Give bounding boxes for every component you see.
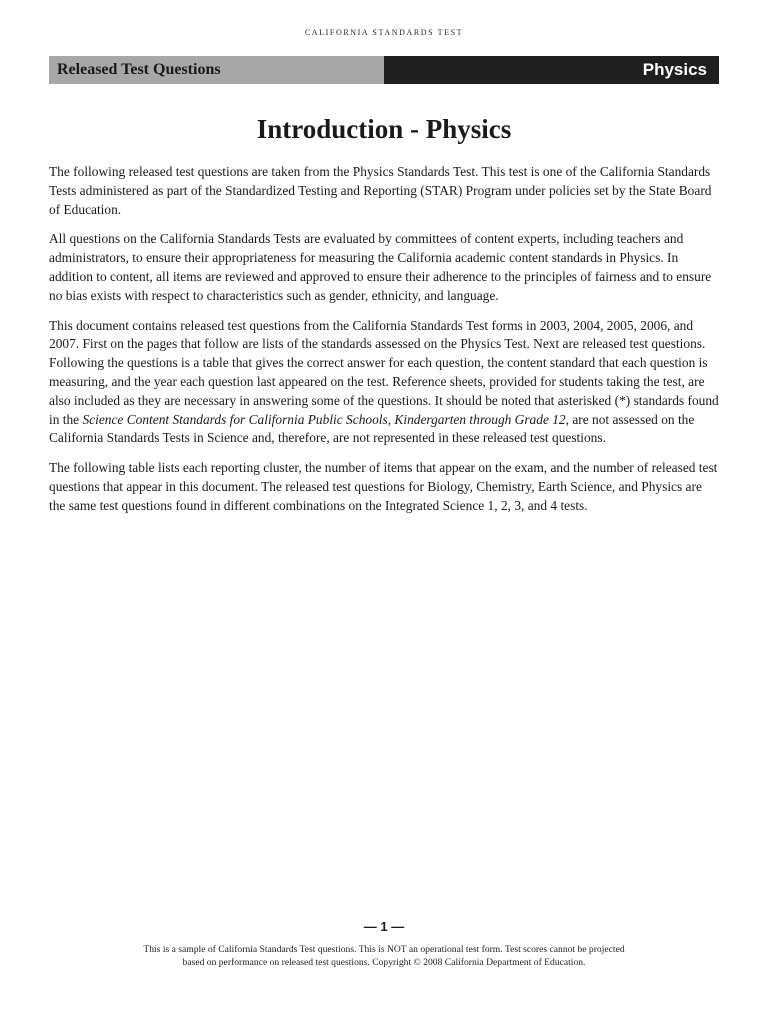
paragraph-table-note: The following table lists each reporting cluster, the number of items that appear on the exam, and the number of released test questions that appear in this document. The released test questions for Biology, Chemistry, Earth Science, and Physics are the same test questions found in different combinations on the Integrated Science 1, 2, 3, and 4 tests.: [49, 460, 718, 513]
subject-label: Physics: [384, 56, 719, 84]
paragraph-contents-tail: , are not assessed on the California Standards Tests in Science and, therefore, are not represented in these released test questions.: [49, 411, 695, 446]
footer-line-2: based on performance on released test questions. Copyright © 2008 California Department of Education.: [182, 957, 586, 968]
paragraph-contents-text: This document contains released test questions from the California Standards Test forms in 2003, 2004, 2005, 2006, and 2007. First on the pages that follow are lists of the standards assessed on the Physics Test. Next are released test questions. Following the questions is a table that gives the correct answer for each question, the content standard that each question is measuring, and the year each question last appeared on the test. Reference sheets, provided for students taking the test, are also included as they are necessary in answering some of the questions. It should be noted that asterisked (*) standards found in the: [49, 317, 719, 427]
footer-note: [0, 943, 768, 969]
section-label: Released Test Questions: [49, 56, 384, 84]
header-banner: [49, 56, 719, 84]
body-text: [49, 163, 721, 527]
page-number: — 1 —: [363, 919, 405, 934]
running-head: CALIFORNIA STANDARDS TEST: [304, 28, 464, 37]
paragraph-contents: [49, 317, 721, 449]
page-title: Introduction - Physics: [256, 114, 512, 144]
paragraph-evaluation: All questions on the California Standards Tests are evaluated by committees of content experts, including teachers and administrators, to ensure their appropriateness for measuring the California academic content standards in Physics. In addition to content, all items are reviewed and approved to ensure their adherence to the principles of fairness and to ensure no bias exists with respect to characteristics such as gender, ethnicity, and language.: [49, 231, 712, 303]
footer-line-1: This is a sample of California Standards Test questions. This is NOT an operational test form. Test scores cannot be projected: [143, 944, 625, 955]
paragraph-intro: The following released test questions are taken from the Physics Standards Test. This test is one of the California Standards Tests administered as part of the Standardized Testing and Reporting (STAR) Program under policies set by the State Board of Education.: [49, 164, 712, 217]
standards-title: Science Content Standards for California Public Schools, Kindergarten through Grade 12: [82, 411, 566, 427]
